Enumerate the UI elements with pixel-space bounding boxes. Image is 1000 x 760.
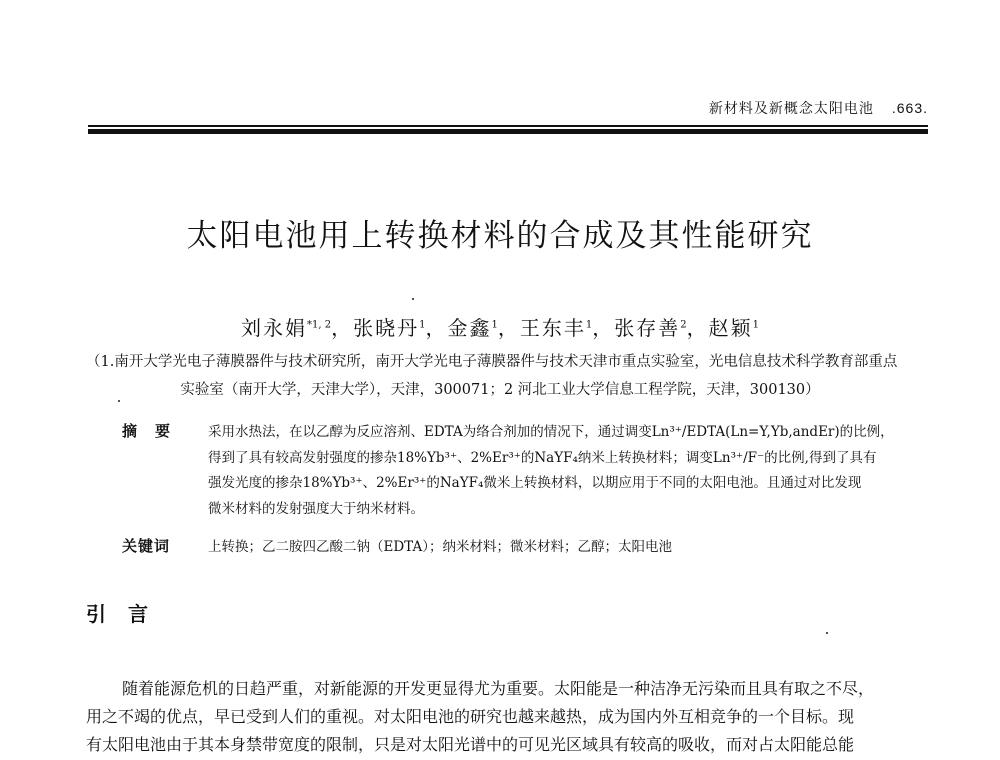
intro-line: 用之不竭的优点，早已受到人们的重视。对太阳电池的研究也越来越热，成为国内外互相竞争的一个目标。现 bbox=[86, 707, 855, 726]
abstract-line: 采用水热法，在以乙醇为反应溶剂、EDTA为络合剂加的情况下，通过调变Ln³⁺/EDTA(Ln=Y,Yb,andEr)的比例， bbox=[208, 424, 894, 440]
affiliation-line-1: （1.南开大学光电子薄膜器件与技术研究所，南开大学光电子薄膜器件与技术天津市重点实验室，光电信息技术科学教育部重点 bbox=[86, 354, 898, 370]
author bbox=[353, 316, 425, 340]
author-name: 刘永娟 bbox=[241, 316, 308, 340]
author-name: 张晓丹 bbox=[353, 316, 420, 340]
author-affiliation-mark: 1 bbox=[585, 319, 593, 331]
author-name: 赵颖 bbox=[708, 316, 753, 340]
author-affiliation-mark: 1 bbox=[752, 319, 759, 331]
keywords-label: 关键词 bbox=[122, 537, 171, 555]
intro-line: 随着能源危机的日趋严重，对新能源的开发更显得尤为重要。太阳能是一种洁净无污染而且具有取之不尽， bbox=[122, 679, 875, 698]
abstract-line: 得到了具有较高发射强度的掺杂18%Yb³⁺、2%Er³⁺的NaYF₄纳米上转换材料；调变Ln³⁺/F⁻的比例,得到了具有 bbox=[208, 449, 877, 466]
header-rule-thin bbox=[88, 125, 928, 127]
affiliation-line-2: 实验室（南开大学，天津大学），天津，300071；2 河北工业大学信息工程学院，天津，300130） bbox=[180, 382, 820, 398]
author-separator: ， bbox=[497, 316, 520, 340]
author-affiliation-mark: 2 bbox=[680, 319, 687, 331]
author-list bbox=[0, 312, 1000, 341]
author-affiliation-mark: 1 bbox=[491, 319, 498, 331]
author-separator: ， bbox=[686, 316, 709, 340]
intro-line: 有太阳电池由于其本身禁带宽度的限制，只是对太阳光谱中的可见光区域具有较高的吸收，而对占太阳能总能 bbox=[86, 735, 855, 754]
author bbox=[241, 316, 331, 340]
author-name: 王东丰 bbox=[519, 316, 586, 340]
intro-paragraph bbox=[86, 675, 936, 759]
running-header bbox=[0, 98, 928, 118]
abstract-label: 摘要 bbox=[122, 422, 189, 440]
author-affiliation-mark: *1, 2 bbox=[307, 319, 332, 331]
author bbox=[447, 316, 497, 340]
paper-title: 太阳电池用上转换材料的合成及其性能研究 bbox=[186, 218, 814, 254]
scan-speck bbox=[118, 400, 120, 402]
author-separator: ， bbox=[331, 316, 354, 340]
page-number: .663. bbox=[891, 100, 928, 116]
scan-speck bbox=[412, 298, 414, 300]
author bbox=[614, 316, 686, 340]
scan-speck bbox=[826, 632, 828, 634]
abstract-body bbox=[208, 420, 920, 522]
author-separator: ， bbox=[592, 316, 615, 340]
abstract-line: 微米材料的发射强度大于纳米材料。 bbox=[208, 500, 424, 517]
author-name: 张存善 bbox=[614, 316, 681, 340]
keywords-text: 上转换；乙二胺四乙酸二钠（EDTA）；纳米材料；微米材料；乙醇；太阳电池 bbox=[208, 539, 672, 555]
author-separator: ， bbox=[425, 316, 448, 340]
author bbox=[709, 316, 759, 340]
header-rule-thick bbox=[88, 129, 928, 134]
author-affiliation-mark: 1 bbox=[419, 319, 426, 331]
journal-section-title: 新材料及新概念太阳电池 bbox=[708, 101, 874, 117]
author bbox=[520, 316, 592, 340]
author-name: 金鑫 bbox=[447, 316, 492, 340]
abstract-line: 强发光度的掺杂18%Yb³⁺、2%Er³⁺的NaYF₄微米上转换材料，以期应用于不同的太阳电池。且通过对比发现 bbox=[208, 475, 862, 491]
section-heading: 引言 bbox=[86, 602, 170, 626]
